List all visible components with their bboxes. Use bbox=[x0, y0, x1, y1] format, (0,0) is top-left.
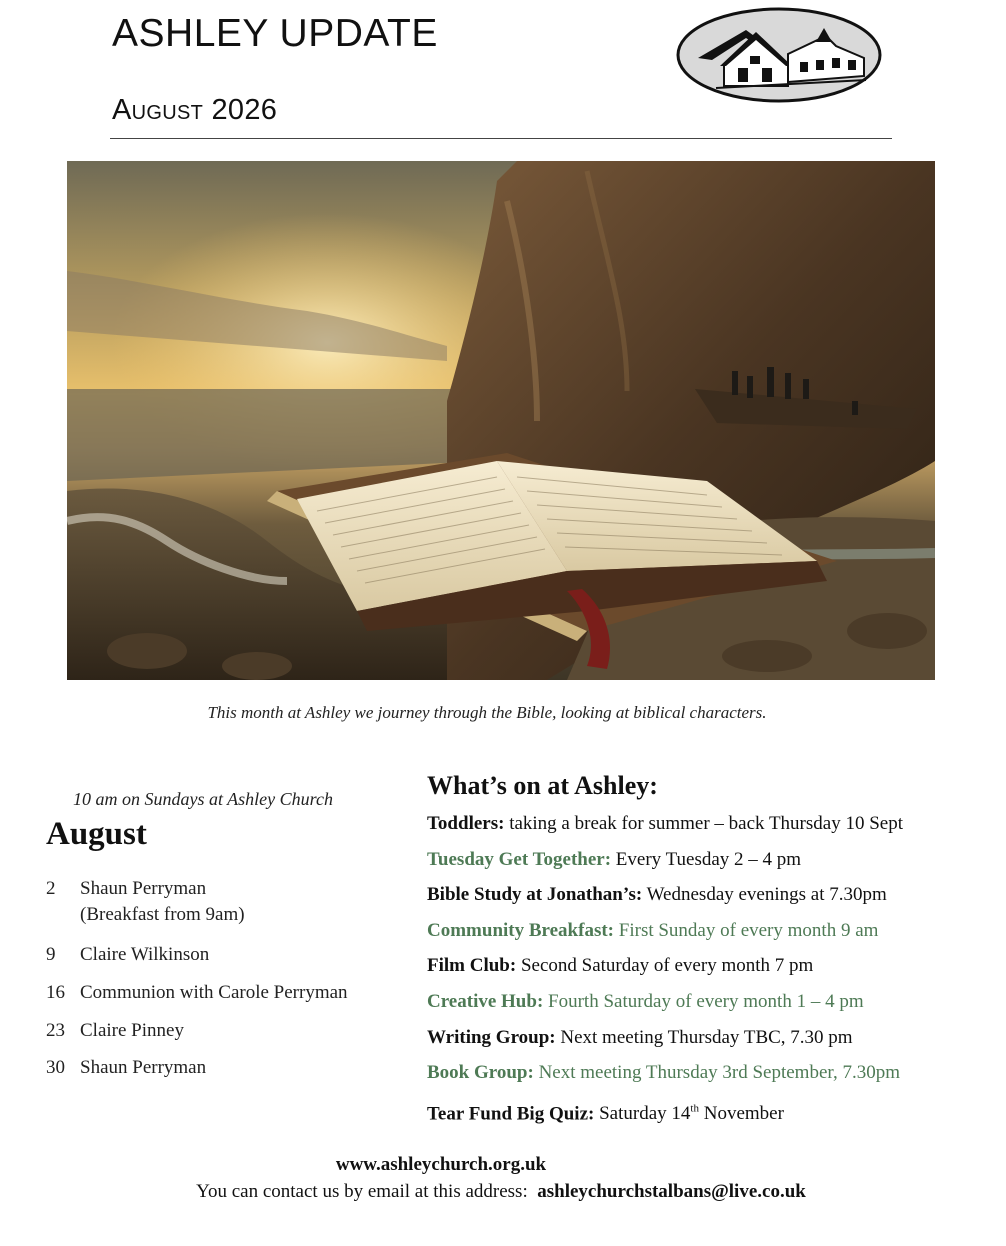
event-item bbox=[427, 810, 1002, 846]
service-date: 16 bbox=[46, 982, 65, 1003]
service-item bbox=[46, 1055, 416, 1081]
church-logo bbox=[676, 6, 882, 104]
event-item bbox=[427, 846, 1002, 882]
service-date: 2 bbox=[46, 878, 56, 899]
event-name: Tuesday Get Together: bbox=[427, 848, 612, 870]
header-divider bbox=[110, 138, 892, 139]
event-details: First Sunday of every month 9 am bbox=[618, 919, 879, 941]
event-details: taking a break for summer – back Thursday 10 Sept bbox=[509, 813, 903, 834]
event-name: Book Group: bbox=[427, 1062, 534, 1084]
service-item bbox=[46, 980, 416, 1006]
services-month-heading: August bbox=[46, 816, 147, 852]
event-name: Creative Hub: bbox=[427, 990, 544, 1012]
event-item bbox=[427, 952, 1002, 988]
contact-email-link[interactable]: ashleychurchstalbans@live.co.uk bbox=[537, 1181, 806, 1202]
service-leader: Shaun Perryman bbox=[80, 878, 207, 899]
event-name: Writing Group: bbox=[427, 1026, 556, 1048]
service-date: 30 bbox=[46, 1057, 65, 1078]
events-list bbox=[427, 810, 1002, 1130]
services-list bbox=[46, 876, 416, 1081]
website-link[interactable]: www.ashleychurch.org.uk bbox=[335, 1154, 547, 1175]
event-item bbox=[427, 1024, 1002, 1060]
service-item bbox=[46, 876, 416, 928]
event-item bbox=[427, 1095, 1002, 1131]
whats-on-heading: What’s on at Ashley: bbox=[427, 771, 658, 800]
services-time-note: 10 am on Sundays at Ashley Church bbox=[73, 789, 333, 809]
event-details: Wednesday evenings at 7.30pm bbox=[646, 884, 887, 906]
event-name: Tear Fund Big Quiz: bbox=[427, 1103, 595, 1125]
event-item bbox=[427, 988, 1002, 1024]
event-details: Every Tuesday 2 – 4 pm bbox=[615, 848, 802, 870]
event-details: Second Saturday of every month 7 pm bbox=[520, 955, 814, 977]
event-details: Next meeting Thursday 3rd September, 7.30pm bbox=[538, 1062, 900, 1084]
event-item bbox=[427, 917, 1002, 953]
event-details: Next meeting Thursday TBC, 7.30 pm bbox=[560, 1026, 853, 1048]
event-item bbox=[427, 881, 1002, 917]
newsletter-issue-date: August 2026 bbox=[112, 94, 278, 126]
event-item bbox=[427, 1059, 1002, 1095]
event-name: Community Breakfast: bbox=[427, 919, 615, 941]
event-details: Saturday 14th November bbox=[599, 1102, 784, 1125]
contact-line bbox=[0, 1181, 1002, 1203]
service-date: 9 bbox=[46, 944, 56, 965]
service-leader: Communion with Carole Perryman bbox=[80, 982, 348, 1003]
event-name: Film Club: bbox=[427, 955, 517, 977]
newsletter-title: ASHLEY UPDATE bbox=[112, 12, 438, 55]
service-leader: Claire Pinney bbox=[80, 1020, 184, 1041]
service-leader: Shaun Perryman bbox=[80, 1057, 207, 1078]
service-leader: Claire Wilkinson bbox=[80, 944, 210, 965]
service-date: 23 bbox=[46, 1020, 65, 1041]
event-name: Toddlers: bbox=[427, 813, 505, 834]
service-item bbox=[46, 942, 416, 968]
contact-text: You can contact us by email at this address: bbox=[196, 1181, 528, 1202]
event-details: Fourth Saturday of every month 1 – 4 pm bbox=[548, 990, 864, 1012]
service-note: (Breakfast from 9am) bbox=[80, 904, 245, 925]
hero-caption: This month at Ashley we journey through the Bible, looking at biblical characters. bbox=[207, 703, 767, 722]
event-name: Bible Study at Jonathan’s: bbox=[427, 884, 643, 906]
hero-painting-bible bbox=[67, 161, 935, 680]
service-item bbox=[46, 1018, 416, 1044]
